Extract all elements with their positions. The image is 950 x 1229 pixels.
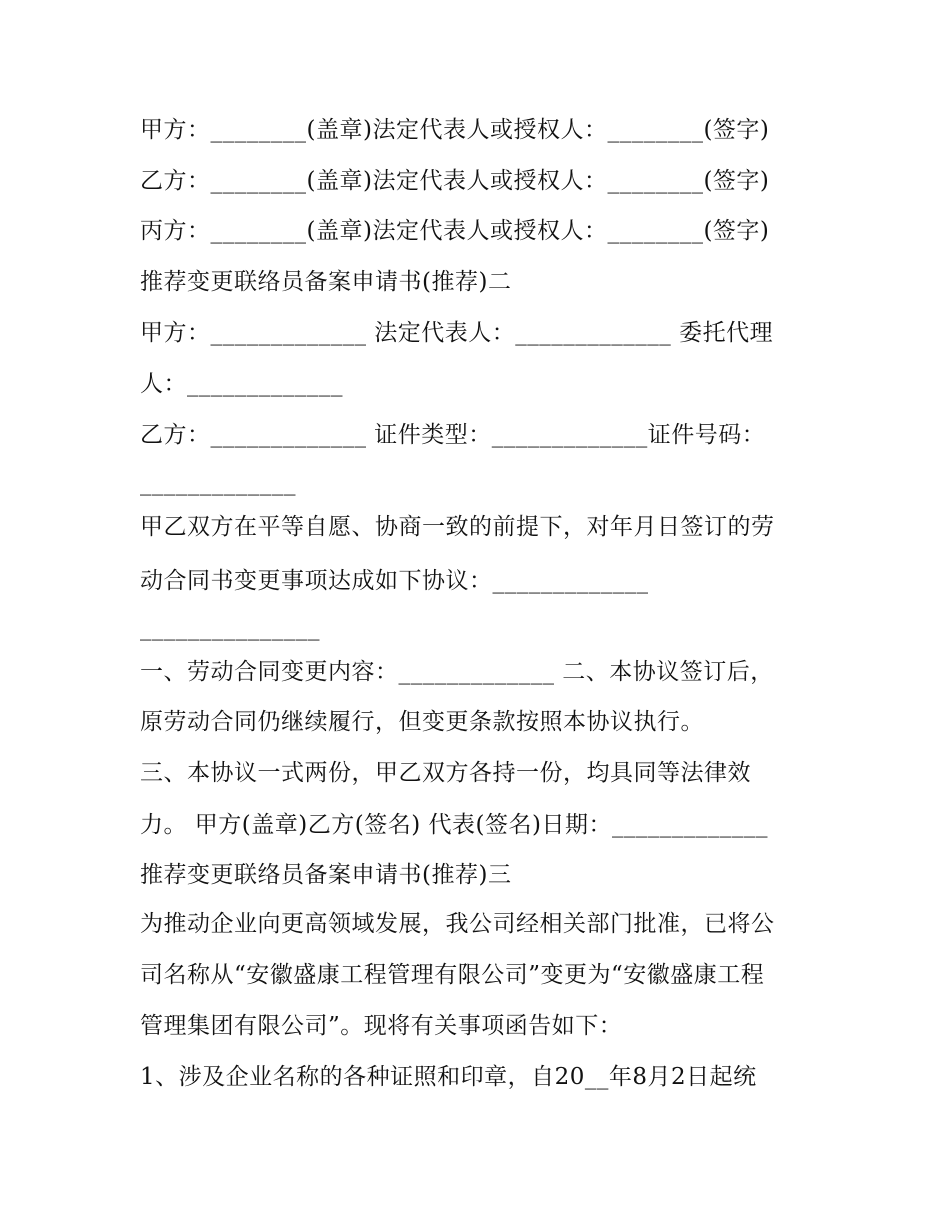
section-heading-two: 推荐变更联络员备案申请书(推荐)二 (140, 269, 512, 295)
agreement-paragraph-line-2: 动合同书变更事项达成如下协议：_____________ (140, 568, 649, 594)
signature-date-line: 力。 甲方(盖章)乙方(签名) 代表(签名)日期：_____________ (140, 812, 768, 838)
agent-line: 人：_____________ (140, 371, 343, 397)
party-a-representative-line: 甲方：_____________ 法定代表人：_____________ 委托代理 (140, 320, 774, 346)
party-a-signature-line: 甲方：________(盖章)法定代表人或授权人：________(签字) (140, 117, 770, 143)
notice-item-one: 1、涉及企业名称的各种证照和印章，自20__年8月2日起统 (140, 1064, 757, 1090)
notice-paragraph-line-1: 为推动企业向更高领域发展，我公司经相关部门批准，已将公 (140, 911, 775, 937)
notice-paragraph-line-3: 管理集团有限公司”。现将有关事项函告如下： (140, 1013, 623, 1039)
notice-paragraph-line-2: 司名称从“安徽盛康工程管理有限公司”变更为“安徽盛康工程 (140, 962, 765, 988)
party-b-id-line: 乙方：_____________ 证件类型：_____________证件号码： (140, 422, 766, 448)
id-number-blank: _____________ (140, 470, 296, 496)
section-heading-three: 推荐变更联络员备案申请书(推荐)三 (140, 862, 512, 888)
party-c-signature-line: 丙方：________(盖章)法定代表人或授权人：________(签字) (140, 218, 770, 244)
agreement-paragraph-line-1: 甲乙双方在平等自愿、协商一致的前提下，对年月日签订的劳 (140, 514, 775, 540)
clause-one-continued: 原劳动合同仍继续履行，但变更条款按照本协议执行。 (140, 709, 704, 735)
agreement-blank-line: _______________ (140, 615, 320, 641)
party-b-signature-line: 乙方：________(盖章)法定代表人或授权人：________(签字) (140, 168, 770, 194)
clause-one-line: 一、劳动合同变更内容：_____________ 二、本协议签订后， (140, 659, 774, 685)
clause-three-line: 三、本协议一式两份，甲乙双方各持一份，均具同等法律效 (140, 760, 751, 786)
